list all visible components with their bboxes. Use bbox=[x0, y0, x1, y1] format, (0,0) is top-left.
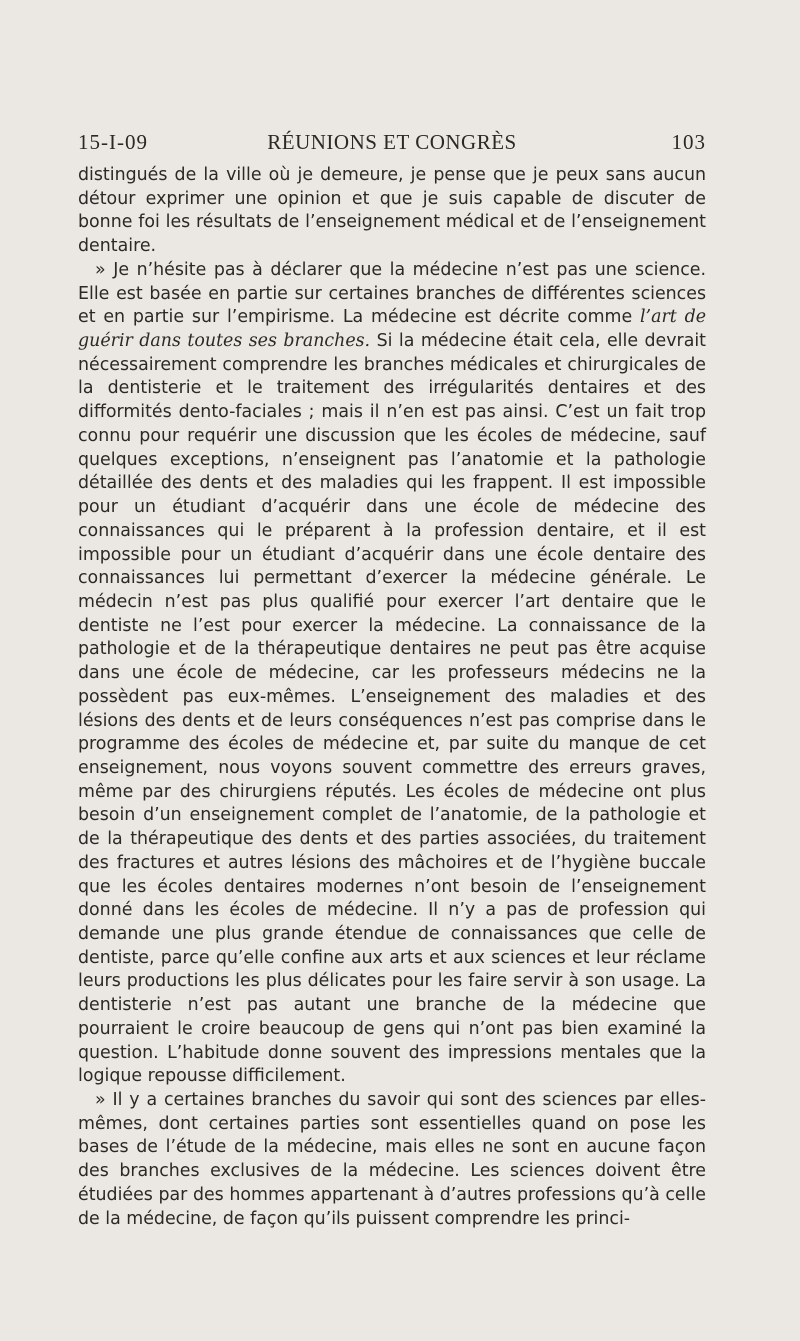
paragraph-2-text-end: Si la médecine était cela, elle devrait nécessairement comprendre les branches médicales et chirurgicales de la dentisterie et le traitement des irrégularités dentaires et des difformités dento-faciales ; mais il n’en est pas ainsi. C’est un fait trop connu pour requérir une discussion que les écoles de médecine, sauf quelques exceptions, n’enseignent pas l’anatomie et la pathologie détaillée des dents et des maladies qui les frappent. Il est impossible pour un étudiant d’acquérir dans une école de médecine des connaissances qui le préparent à la profession dentaire, et il est impossible pour un étudiant d’acquérir dans une école dentaire des connaissances lui permettant d’exercer la médecine générale. Le médecin n’est pas plus qualifié pour exercer l’art dentaire que le dentiste ne l’est pour exercer la médecine. La connaissance de la pathologie et de la thérapeutique dentaires ne peut pas être acquise dans une école de médecine, car les professeurs médecins ne la possèdent pas eux-mêmes. L’enseignement des maladies et des lésions des dents et de leurs conséquences n’est pas comprise dans le programme des écoles de médecine et, par suite du manque de cet enseignement, nous voyons souvent commettre des erreurs graves, même par des chirurgiens réputés. Les écoles de médecine ont plus besoin d’un enseignement complet de l’anatomie, de la pathologie et de la thérapeutique des dents et des parties associées, du traitement des fractures et autres lésions des mâchoires et de l’hygiène buccale que les écoles dentaires modernes n’ont besoin de l’enseignement donné dans les écoles de médecine. Il n’y a pas de profession qui demande une plus grande étendue de connaissances que celle de dentiste, parce qu’elle confine aux arts et aux sciences et leur réclame leurs productions les plus délicates pour les faire servir à son usage. La dentisterie n’est pas autant une branche de la médecine que pourraient le croire beaucoup de gens qui n’ont pas bien examiné la question. L’habitude donne souvent des impressions mentales que la logique repousse difficilement. bbox=[78, 331, 706, 1087]
header-title: RÉUNIONS ET CONGRÈS bbox=[267, 130, 517, 154]
paragraph-2 bbox=[78, 259, 706, 1089]
page-number: 103 bbox=[671, 130, 706, 154]
header-date: 15-I-09 bbox=[78, 130, 148, 154]
paragraph-1: distingués de la ville où je demeure, je pense que je peux sans aucun détour exprimer une opinion et que je suis capable de discuter de bonne foi les résultats de l’enseignement médical et de l’enseignement dentaire. bbox=[78, 165, 706, 257]
paragraph-2-italic-phrase: l’art de guérir dans toutes ses branches. bbox=[78, 307, 706, 352]
paragraph-2-text-start: » Je n’hésite pas à déclarer que la médecine n’est pas une science. Elle est basée en partie sur certaines branches de différentes sciences et en partie sur l’empirisme. La médecine est décrite comme bbox=[78, 259, 706, 328]
running-header bbox=[78, 130, 706, 154]
paragraph-3: » Il y a certaines branches du savoir qui sont des sciences par elles-mêmes, dont certaines parties sont essentielles quand on pose les bases de l’étude de la médecine, mais elles ne sont en aucune façon des branches exclusives de la médecine. Les sciences doivent être étudiées par des hommes appartenant à d’autres professions qu’à celle de la médecine, de façon qu’ils puissent comprendre les princi- bbox=[78, 1090, 706, 1229]
body-text bbox=[78, 164, 706, 1231]
